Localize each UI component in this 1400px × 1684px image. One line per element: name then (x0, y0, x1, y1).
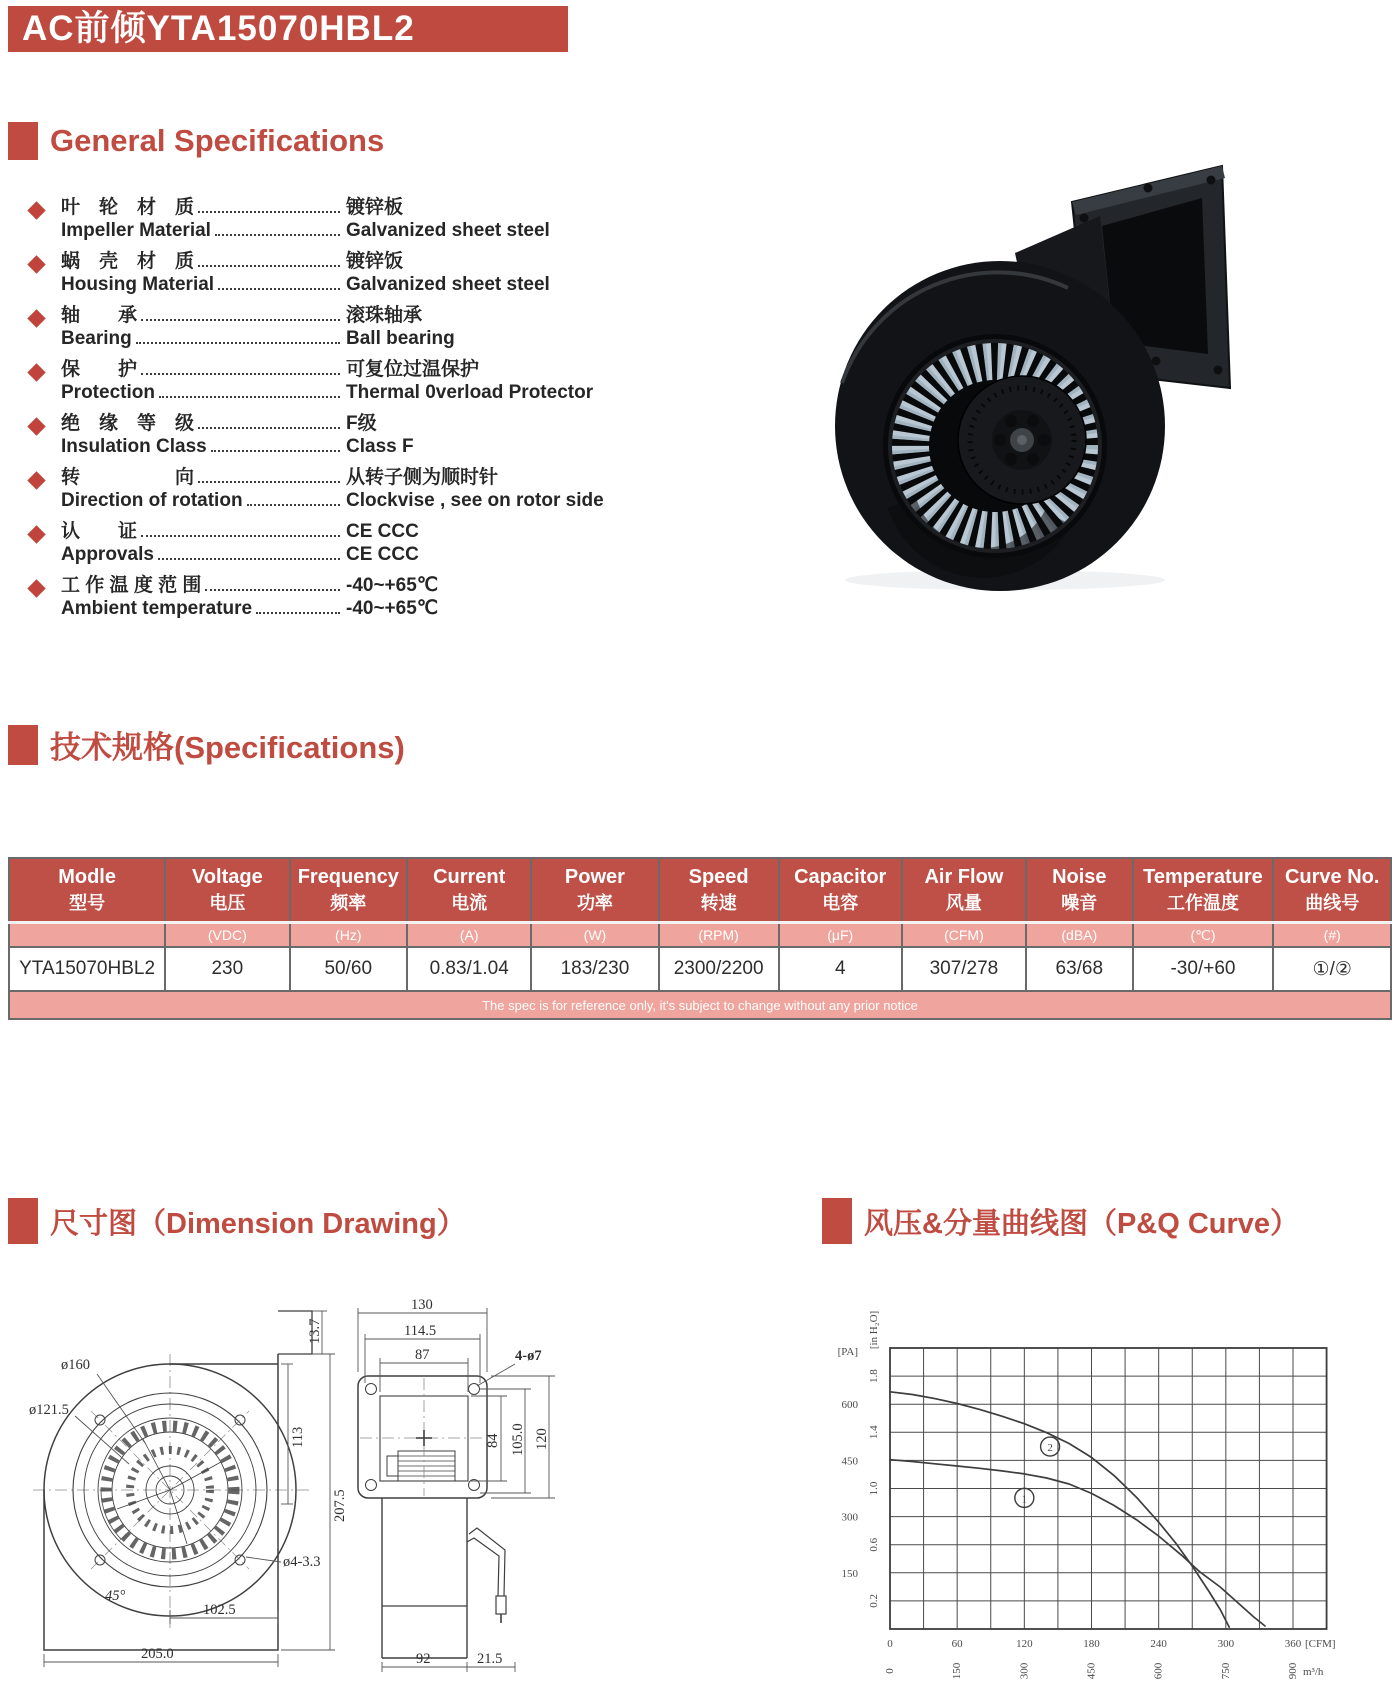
list-item (30, 412, 655, 458)
y-axis-tick-inh2o: 1.0 (868, 1481, 880, 1496)
curve-label-1: 1 (1021, 1493, 1028, 1506)
spec-label-en: Bearing (61, 328, 132, 349)
spec-value-cn: 镀锌板 (346, 197, 404, 218)
dim-label: 102.5 (203, 1602, 236, 1618)
x-axis-tick-cfm: 240 (1150, 1638, 1167, 1650)
spec-value-en: -40~+65℃ (346, 598, 439, 619)
x-axis-tick-m3h: 750 (1219, 1662, 1232, 1680)
diamond-bullet-icon (27, 579, 45, 597)
spec-label-cn: 工 作 温 度 范 围 (61, 575, 202, 596)
dim-label: 21.5 (477, 1651, 503, 1667)
spec-label-cn: 绝 缘 等 级 (61, 413, 195, 434)
dim-label: ø160 (61, 1357, 90, 1373)
dot-leader (215, 234, 340, 236)
x-axis-tick-cfm: 180 (1083, 1638, 1100, 1650)
spec-label-en: Housing Material (61, 274, 215, 295)
y-axis-tick-pa: 300 (841, 1511, 858, 1524)
unit-cell: (μF) (779, 923, 902, 948)
unit-cell: (Hz) (290, 923, 407, 948)
dim-label: ø4-3.3 (283, 1554, 321, 1570)
x-axis-tick-cfm: 60 (951, 1638, 963, 1650)
dot-leader (141, 373, 340, 375)
dim-label: 87 (415, 1347, 430, 1363)
section-dimension-drawing (8, 1198, 466, 1244)
dimension-drawing (25, 1266, 615, 1684)
curve-2 (890, 1392, 1229, 1627)
section-marker (8, 725, 38, 765)
y-axis-tick-inh2o: 0.6 (868, 1537, 880, 1552)
unit-cell: (CFM) (902, 923, 1026, 948)
col-header-power: Power 功率 (531, 858, 658, 923)
table-note: The spec is for reference only, it's subject to change without any prior notice (9, 991, 1391, 1019)
col-header-speed: Speed 转速 (659, 858, 779, 923)
dot-leader (198, 481, 340, 483)
col-header-airflow: Air Flow 风量 (902, 858, 1026, 923)
spec-label-en: Direction of rotation (61, 490, 243, 511)
curve-label-2: 2 (1047, 1442, 1053, 1455)
dot-leader (198, 265, 340, 267)
x-axis-tick-cfm: 120 (1016, 1638, 1033, 1650)
dot-leader (141, 319, 340, 321)
table-note-row (9, 991, 1391, 1019)
dim-label: 207.5 (332, 1489, 348, 1522)
x-axis-tick-cfm: 0 (887, 1638, 893, 1650)
spec-label-en: Impeller Material (61, 220, 211, 241)
list-item (30, 520, 655, 566)
section-title-text: 技术规格(Specifications) (50, 730, 405, 765)
section-marker (8, 122, 38, 160)
spec-label-en: Insulation Class (61, 436, 207, 457)
unit-cell: (℃) (1133, 923, 1274, 948)
x-axis-tick-cfm: 300 (1217, 1638, 1235, 1650)
dim-label: 120 (534, 1428, 550, 1450)
cell-current: 0.83/1.04 (407, 947, 531, 991)
product-photo-centrifugal-fan (770, 158, 1235, 593)
diamond-bullet-icon (27, 255, 45, 273)
pq-curve-chart (780, 1255, 1400, 1684)
table-header-row (9, 858, 1391, 923)
spec-value-cn: 滚珠轴承 (346, 305, 423, 326)
diamond-bullet-icon (27, 363, 45, 381)
col-header-capacitor: Capacitor 电容 (779, 858, 902, 923)
dim-label: 205.0 (141, 1646, 174, 1662)
page-title: AC前倾YTA15070HBL2 (8, 6, 568, 52)
section-marker (8, 1198, 38, 1244)
spec-label-cn: 转 向 (61, 467, 195, 488)
spec-value-cn: -40~+65℃ (346, 575, 439, 596)
table-unit-row (9, 923, 1391, 948)
x-axis-tick-cfm: 360 (1284, 1638, 1302, 1650)
col-header-frequency: Frequency 频率 (290, 858, 407, 923)
x-axis-tick-m3h: 600 (1152, 1662, 1165, 1680)
cell-voltage: 230 (165, 947, 289, 991)
cell-curve-no: ①/② (1273, 947, 1391, 991)
col-header-temperature: Temperature 工作温度 (1133, 858, 1274, 923)
spec-value-en: Galvanized sheet steel (346, 220, 550, 241)
spec-label-en: Protection (61, 382, 155, 403)
side-view-outlet (358, 1297, 555, 1672)
dot-leader (198, 211, 340, 213)
dim-label: 92 (416, 1651, 431, 1667)
diamond-bullet-icon (27, 525, 45, 543)
list-item (30, 304, 655, 350)
unit-cell: (A) (407, 923, 531, 948)
unit-cell: (dBA) (1026, 923, 1132, 948)
dim-label: 113 (290, 1426, 306, 1448)
diamond-bullet-icon (27, 309, 45, 327)
fan-motor-hub (958, 376, 1086, 504)
y-axis-tick-pa: 600 (841, 1399, 858, 1412)
dot-leader (158, 558, 340, 560)
dim-label: 105.0 (510, 1423, 526, 1456)
spec-label-cn: 蜗 壳 材 质 (61, 251, 195, 272)
unit-cell: (RPM) (659, 923, 779, 948)
cell-speed: 2300/2200 (659, 947, 779, 991)
list-item (30, 466, 655, 512)
col-header-model: Modle 型号 (9, 858, 165, 923)
unit-cell: (#) (1273, 923, 1391, 948)
x-axis-unit-m3h: m³/h (1303, 1666, 1324, 1678)
dot-leader (136, 342, 340, 344)
section-specifications (8, 722, 405, 767)
dim-label: 4-ø7 (515, 1348, 542, 1364)
spec-value-en: Thermal 0verload Protector (346, 382, 594, 403)
cell-temperature: -30/+60 (1133, 947, 1274, 991)
dim-label: 130 (411, 1297, 433, 1313)
list-item (30, 250, 655, 296)
section-title-text: 风压&分量曲线图（P&Q Curve） (864, 1207, 1300, 1240)
spec-label-en: Ambient temperature (61, 598, 253, 619)
spec-label-cn: 保 护 (61, 359, 138, 380)
dim-label: ø121.5 (29, 1402, 69, 1418)
spec-label-cn: 叶 轮 材 质 (61, 197, 195, 218)
list-item (30, 358, 655, 404)
dot-leader (141, 535, 340, 537)
cell-capacitor: 4 (779, 947, 902, 991)
list-item (30, 574, 655, 620)
dot-leader (256, 612, 340, 614)
general-spec-list (30, 196, 655, 628)
y-axis-tick-inh2o: 0.2 (868, 1594, 880, 1608)
spec-value-cn: 镀锌饭 (346, 251, 404, 272)
diamond-bullet-icon (27, 471, 45, 489)
spec-value-cn: F级 (346, 413, 377, 434)
specifications-table (8, 857, 1392, 1020)
dot-leader (198, 427, 340, 429)
x-axis-unit-cfm: [CFM] (1305, 1638, 1336, 1650)
cell-airflow: 307/278 (902, 947, 1026, 991)
dim-label: 84 (485, 1433, 501, 1448)
spec-value-en: Class F (346, 436, 414, 457)
unit-cell: (W) (531, 923, 658, 948)
spec-value-en: Clockvise , see on rotor side (346, 490, 604, 511)
section-marker (822, 1198, 852, 1244)
spec-value-en: Galvanized sheet steel (346, 274, 550, 295)
x-axis-tick-m3h: 450 (1085, 1662, 1098, 1680)
x-axis-tick-m3h: 150 (951, 1662, 964, 1680)
dim-label: 114.5 (404, 1323, 437, 1339)
y-axis-unit-inh2o: [in H₂O] (868, 1310, 880, 1350)
spec-value-cn: CE CCC (346, 521, 419, 542)
col-header-noise: Noise 噪音 (1026, 858, 1132, 923)
unit-cell (9, 923, 165, 948)
spec-label-cn: 轴 承 (61, 305, 138, 326)
dot-leader (247, 504, 340, 506)
spec-value-cn: 从转子侧为顺时针 (346, 467, 499, 488)
diamond-bullet-icon (27, 201, 45, 219)
section-pq-curve (822, 1198, 1299, 1244)
dim-label: 45° (105, 1588, 126, 1604)
spec-value-en: CE CCC (346, 544, 419, 565)
table-row (9, 947, 1391, 991)
dot-leader (205, 589, 340, 591)
section-general-specifications (8, 122, 384, 160)
section-title-text: General Specifications (50, 123, 385, 158)
dim-label: 13.7 (307, 1318, 323, 1344)
col-header-curve-no: Curve No. 曲线号 (1273, 858, 1391, 923)
x-axis-tick-m3h: 900 (1287, 1662, 1299, 1680)
dot-leader (211, 450, 340, 452)
list-item (30, 196, 655, 242)
spec-label-cn: 认 证 (61, 521, 138, 542)
spec-value-cn: 可复位过温保护 (346, 359, 480, 380)
y-axis-tick-inh2o: 1.4 (868, 1425, 880, 1440)
y-axis-unit-pa: [PA] (837, 1346, 858, 1358)
dot-leader (159, 396, 340, 398)
cell-model: YTA15070HBL2 (9, 947, 165, 991)
cell-power: 183/230 (531, 947, 658, 991)
diamond-bullet-icon (27, 417, 45, 435)
x-axis-tick-m3h: 300 (1018, 1662, 1031, 1680)
y-axis-tick-pa: 450 (841, 1455, 858, 1468)
spec-value-en: Ball bearing (346, 328, 455, 349)
front-view-volute (29, 1311, 348, 1667)
cell-noise: 63/68 (1026, 947, 1132, 991)
section-title-text: 尺寸图（Dimension Drawing） (50, 1207, 466, 1240)
y-axis-tick-pa: 150 (841, 1567, 858, 1580)
col-header-current: Current 电流 (407, 858, 531, 923)
x-axis-tick-m3h: 0 (884, 1668, 896, 1674)
cell-frequency: 50/60 (290, 947, 407, 991)
unit-cell: (VDC) (165, 923, 289, 948)
col-header-voltage: Voltage 电压 (165, 858, 289, 923)
y-axis-tick-inh2o: 1.8 (868, 1369, 880, 1383)
dot-leader (218, 288, 340, 290)
spec-label-en: Approvals (61, 544, 154, 565)
